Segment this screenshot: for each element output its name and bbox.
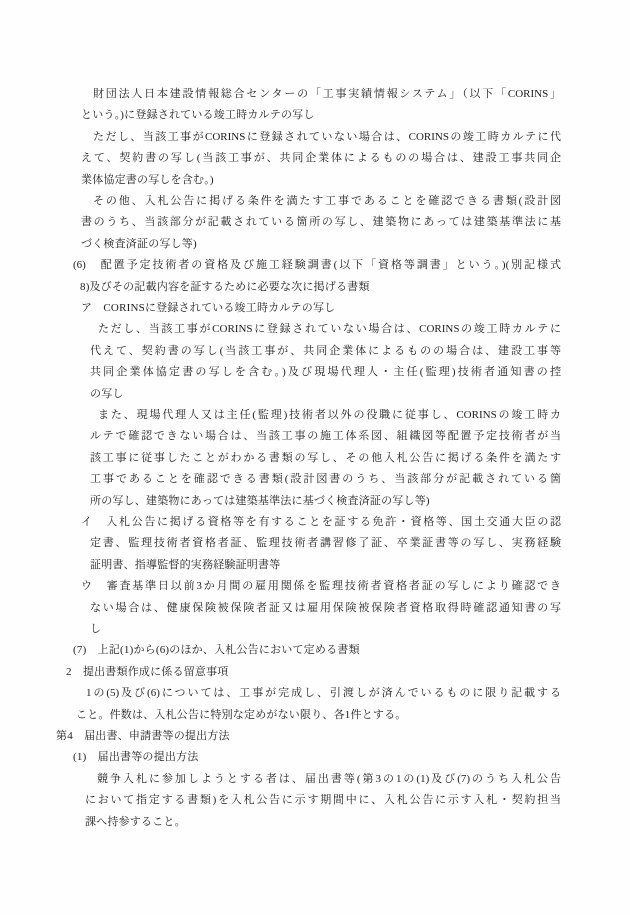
text-line: 競争入札に参加しようとする者は、届出書等(第3の1の(1)及び(7)のうち入札公告 bbox=[97, 772, 561, 785]
text-line: 財団法人日本建設情報総合センターの「工事実績情報システム」（以下「CORINS」 bbox=[93, 88, 561, 100]
text-line: ただし、当該工事がCORINSに登録されていない場合は、CORINSの竣工時カルテに bbox=[98, 323, 561, 336]
text-line: 代えて、契約書の写し(当該工事が、共同企業体によるものの場合は、建設工事等 bbox=[90, 344, 561, 357]
text-line: (7) 上記(1)から(6)のほか、入札公告において定める書類 bbox=[73, 644, 360, 657]
text-line: (1) 届出書等の提出方法 bbox=[73, 751, 199, 764]
text-line: えて、契約書の写し(当該工事が、共同企業体によるものの場合は、建設工事共同企 bbox=[81, 152, 561, 165]
text-line: において指定する書類)を入札公告に示す期間中に、入札公告に示す入札・契約担当 bbox=[85, 794, 561, 807]
text-line: 2 提出書類作成に係る留意事項 bbox=[66, 665, 229, 678]
text-line: ア CORINSに登録されている竣工時カルテの写し bbox=[81, 302, 336, 314]
text-line: し bbox=[90, 623, 102, 635]
text-line: イ 入札公告に掲げる資格等を有することを証する免許・資格等、国土交通大臣の認 bbox=[81, 516, 561, 528]
text-line: 工事であることを確認できる書類(設計図書のうち、当該部分が記載されている箇 bbox=[90, 473, 561, 486]
text-line: (6) 配置予定技術者の資格及び施工経験調書(以下「資格等調書」という。)(別記様式 bbox=[73, 259, 561, 272]
text-line: 定書、監理技術者資格者証、監理技術者講習修了証、卒業証書等の写し、実務経験 bbox=[90, 537, 561, 550]
text-line: こと。件数は、入札公告に特別な定めがない限り、各1件とする。 bbox=[76, 708, 407, 721]
text-line: 該工事に従事したことがわかる書類の写し、その他入札公告に掲げる条件を満たす bbox=[90, 451, 561, 464]
text-line: ルテで確認できない場合は、当該工事の施工体系図、組織図等配置予定技術者が当 bbox=[90, 430, 561, 443]
text-line: 課へ持参すること。 bbox=[85, 815, 186, 828]
text-line: 業体協定書の写しを含む。) bbox=[81, 173, 214, 186]
text-line: また、現場代理人又は主任(監理)技術者以外の役職に従事し、CORINSの竣工時カ bbox=[98, 409, 561, 421]
text-line: 所の写し、建築物にあっては建築基準法に基づく検査済証の写し等) bbox=[90, 494, 430, 507]
text-line: 1の(5)及び(6)については、工事が完成し、引渡しが済んでいるものに限り記載する bbox=[86, 687, 561, 700]
text-line: 証明書、指導監督的実務経験証明書等 bbox=[90, 558, 281, 571]
text-line: 書のうち、当該部分が記載されている箇所の写し、建築物にあっては建築基準法に基 bbox=[81, 216, 561, 229]
text-line: ただし、当該工事がCORINSに登録されていない場合は、CORINSの竣工時カルテに代 bbox=[93, 130, 561, 143]
text-line: 共同企業体協定書の写しを含む。)及び現場代理人・主任(監理)技術者通知書の控 bbox=[90, 366, 561, 379]
text-line: づく検査済証の写し等) bbox=[81, 237, 197, 250]
text-line: その他、入札公告に掲げる条件を満たす工事であることを確認できる書類(設計図 bbox=[93, 195, 561, 207]
text-line: 8)及びその記載内容を証するために必要な次に掲げる書類 bbox=[80, 280, 370, 293]
text-line: の写し bbox=[90, 387, 124, 400]
text-line: 第4 届出書、申請書等の提出方法 bbox=[56, 730, 230, 742]
text-line: ウ 審査基準日以前3か月間の雇用関係を監理技術者資格者証の写しにより確認でき bbox=[81, 580, 561, 593]
text-line: ない場合は、健康保険被保険者証又は雇用保険被保険者資格取得時確認通知書の写 bbox=[90, 601, 561, 614]
text-line: という。)に登録されている竣工時カルテの写し bbox=[81, 109, 315, 122]
